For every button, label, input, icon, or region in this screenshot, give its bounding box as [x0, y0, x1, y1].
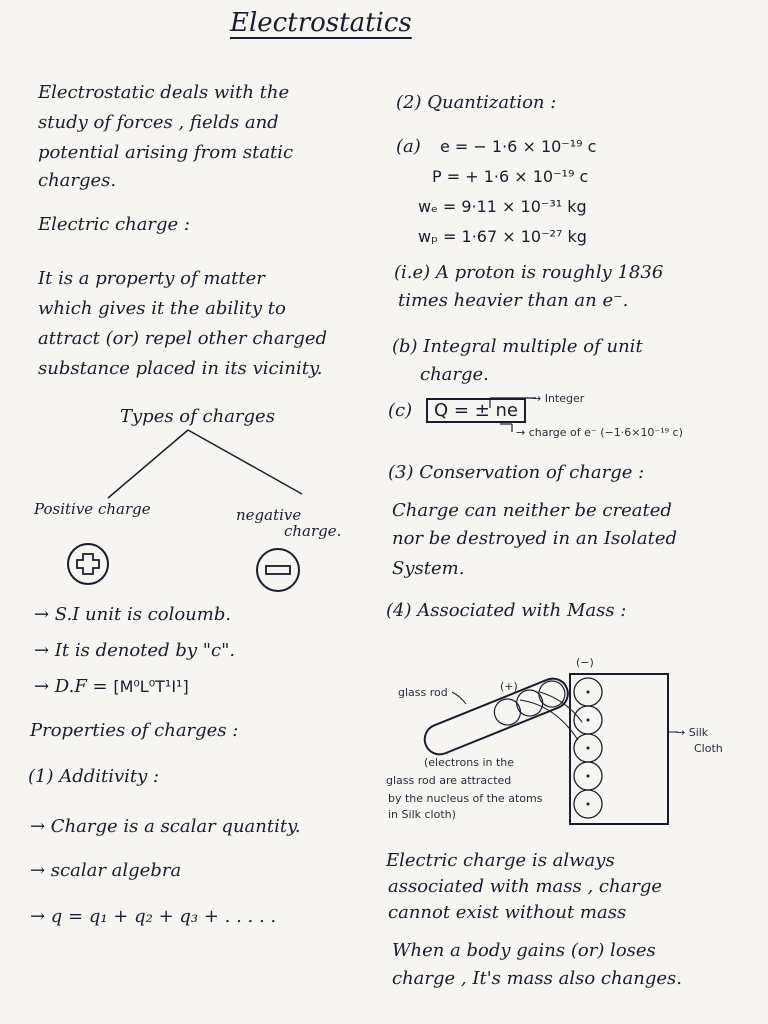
- negative-sign-label: (−): [576, 656, 594, 669]
- intro-line: Electrostatic deals with the: [38, 82, 290, 103]
- negative-charge-label: negative: [236, 506, 302, 524]
- page-title: Electrostatics: [230, 8, 412, 38]
- intro-line: potential arising from static: [38, 142, 294, 163]
- denoted-line: → It is denoted by "c".: [34, 640, 236, 661]
- mass-line: associated with mass , charge: [388, 876, 663, 897]
- positive-charge-label: Positive charge: [34, 500, 151, 518]
- df-value: [M⁰L⁰T¹I¹]: [113, 677, 189, 696]
- integral-line: (b) Integral multiple of unit: [392, 336, 643, 357]
- si-unit-line: → S.I unit is coloumb.: [34, 604, 232, 625]
- conservation-line: nor be destroyed in an Isolated: [392, 528, 678, 549]
- charge-of-electron-label: → charge of e⁻ (−1·6×10⁻¹⁹ c): [516, 426, 683, 439]
- sum-formula-line: → q = q₁ + q₂ + q₃ + . . . . .: [30, 906, 277, 927]
- df-prefix: → D.F =: [34, 676, 114, 697]
- conservation-line: System.: [392, 558, 465, 579]
- electron-charge: e = − 1·6 × 10⁻¹⁹ c: [440, 137, 597, 156]
- positive-sign-label: (+): [500, 680, 518, 693]
- associated-heading: (4) Associated with Mass :: [386, 600, 627, 621]
- electron-mass: wₑ = 9·11 × 10⁻³¹ kg: [418, 197, 587, 216]
- integer-label: → Integer: [532, 392, 585, 405]
- intro-line: study of forces , fields and: [38, 112, 279, 133]
- quantization-formula: Q = ± ne: [426, 398, 526, 423]
- definition-line: It is a property of matter: [38, 268, 265, 289]
- gain-line: When a body gains (or) loses: [392, 940, 656, 961]
- item-c-prefix: (c): [388, 400, 413, 421]
- scalar-quantity-line: → Charge is a scalar quantity.: [30, 816, 301, 837]
- negative-charge-label: charge.: [284, 522, 342, 540]
- diagram-caption: in Silk cloth): [388, 808, 456, 821]
- properties-heading: Properties of charges :: [30, 720, 239, 741]
- silk-label: → Silk: [676, 726, 709, 739]
- mass-line: Electric charge is always: [386, 850, 615, 871]
- definition-line: attract (or) repel other charged: [38, 328, 328, 349]
- definition-line: substance placed in its vicinity.: [38, 358, 323, 379]
- item-a-prefix: (a): [396, 136, 421, 157]
- intro-line: charges.: [38, 170, 117, 191]
- types-heading: Types of charges: [120, 406, 275, 427]
- glass-rod-label: glass rod: [398, 686, 448, 699]
- proton-mass: wₚ = 1·67 × 10⁻²⁷ kg: [418, 227, 587, 246]
- conservation-heading: (3) Conservation of charge :: [388, 462, 645, 483]
- integral-line: charge.: [420, 364, 489, 385]
- electric-charge-heading: Electric charge :: [38, 214, 190, 235]
- scalar-algebra-line: → scalar algebra: [30, 860, 182, 881]
- proton-ratio-line: (i.e) A proton is roughly 1836: [394, 262, 664, 283]
- conservation-line: Charge can neither be created: [392, 500, 672, 521]
- diagram-caption: (electrons in the: [424, 756, 515, 769]
- additivity-heading: (1) Additivity :: [28, 766, 160, 787]
- proton-charge: P = + 1·6 × 10⁻¹⁹ c: [432, 167, 589, 186]
- proton-ratio-line: times heavier than an e⁻.: [398, 290, 629, 311]
- diagram-caption: glass rod are attracted: [386, 774, 512, 787]
- diagram-caption: by the nucleus of the atoms: [388, 792, 543, 805]
- silk-label: Cloth: [694, 742, 723, 755]
- definition-line: which gives it the ability to: [38, 298, 286, 319]
- gain-line: charge , It's mass also changes.: [392, 968, 683, 989]
- mass-line: cannot exist without mass: [388, 902, 627, 923]
- quantization-heading: (2) Quantization :: [396, 92, 557, 113]
